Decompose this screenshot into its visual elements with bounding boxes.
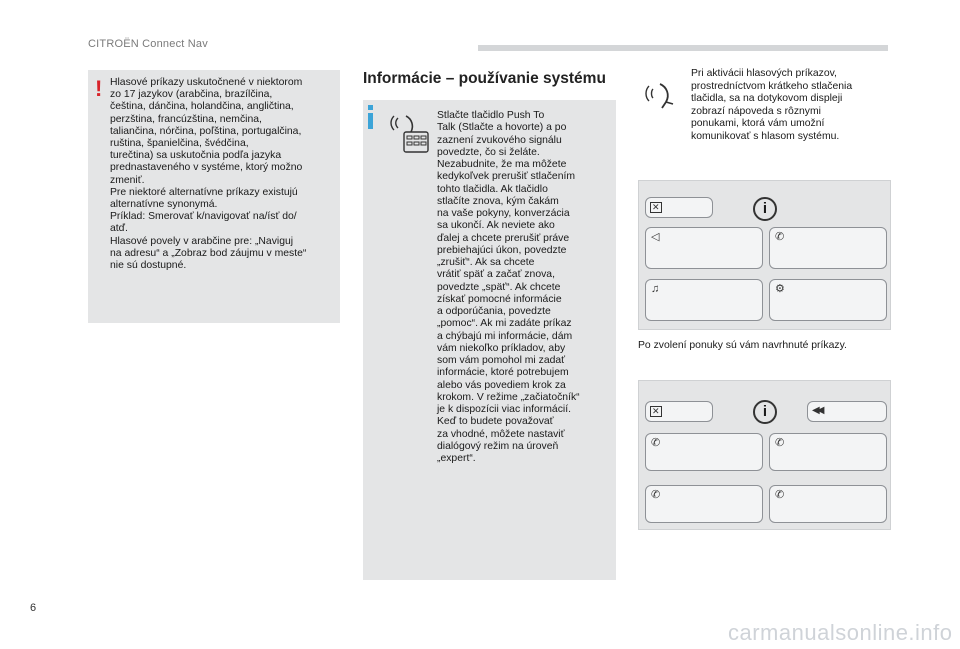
settings-icon: ⚙ [775, 283, 785, 295]
command-button[interactable] [645, 485, 763, 523]
info-text: Stlačte tlačidlo Push To Talk (Stlačte a hovorte) a po zaznení zvukového signálu povedzte, čo si želáte. Nezabudnite, že ma môžete kedykoľvek prerušiť stlačením tohto tlačidla. Ak tlačidlo stlačíte znova, kým čakám na vaše pokyny, konverzácia sa ukončí. Ak neviete ako ďalej a chcete prerušiť práve prebiehajúci úkon, povedzte „zrušiť“. Ak sa chcete vrátiť späť a začať znova, povedzte „späť“. Ak chcete získať pomocné informácie a odporúčania, povedzte „pomoc“. Ak mi zadáte príkaz a chýbajú mi informácie, dám vám niekoľko príkladov, aby som vám pomohol mi zadať informácie, ktoré potrebujem alebo vás povediem krok za krokom. V režime „začiatočník“ je k dispozícii viac informácií. Keď to budete považovať za vhodné, môžete nastaviť dialógový režim na úroveň „expert“. [437, 110, 580, 464]
phone-icon: ✆ [651, 489, 661, 501]
phone-icon: ✆ [775, 231, 785, 243]
voice-commands-screen [638, 380, 891, 530]
intro-text: Pri aktivácii hlasových príkazov, prostredníctvom krátkeho stlačenia tlačidla, sa na dotykovom displeji zobrazí nápoveda s rôznymi ponukami, ktorá vám umožní komunikovať s hlasom systému. [691, 68, 853, 142]
navigation-menu-button[interactable] [645, 227, 763, 269]
info-circle-icon[interactable]: i [753, 400, 777, 424]
phone-icon: ✆ [775, 437, 785, 449]
page-number: 6 [30, 602, 37, 614]
section-title: Informácie – používanie systému [363, 70, 606, 87]
voice-menu-screen [638, 180, 891, 330]
warning-icon: ! [95, 76, 103, 101]
music-icon: ♫ [651, 283, 660, 295]
close-button[interactable] [645, 197, 713, 218]
command-button[interactable] [645, 433, 763, 471]
back-button[interactable] [807, 401, 887, 422]
phone-menu-button[interactable] [769, 227, 887, 269]
warning-text: Hlasové príkazy uskutočnené v niektorom zo 17 jazykov (arabčina, brazílčina, čeština, dánčina, holandčina, angličtina, perzština, francúzština, nemčina, taliančina, nórčina, poľština, portugalčina, ruština, španielčina, švédčina, turečtina) sa uskutočnia podľa jazyka prednastaveného v systéme, ktorý možno zmeniť. Pre niektoré alternatívne príkazy existujú alternatívne synonymá. Príklad: Smerovať k/navigovať na/ísť do/ atď. Hlasové povely v arabčine pre: „Naviguj na adresu“ a „Zobraz bod záujmu v meste“ nie sú dostupné. [110, 77, 307, 272]
close-icon: ✕ [652, 202, 660, 212]
info-icon [368, 113, 373, 129]
music-menu-button[interactable] [645, 279, 763, 321]
push-to-talk-icon [384, 110, 430, 156]
watermark: carmanualsonline.info [728, 620, 953, 645]
header-title: CITROËN Connect Nav [88, 38, 208, 50]
command-button[interactable] [769, 433, 887, 471]
navigation-icon: ◁ [651, 231, 660, 243]
settings-menu-button[interactable] [769, 279, 887, 321]
header-divider [478, 45, 888, 51]
voice-command-icon [643, 80, 677, 110]
phone-icon: ✆ [775, 489, 785, 501]
close-icon: ✕ [652, 406, 660, 416]
close-button[interactable] [645, 401, 713, 422]
back-icon: ◀◀ [812, 405, 822, 416]
phone-icon: ✆ [651, 437, 661, 449]
info-circle-icon[interactable]: i [753, 197, 777, 221]
command-button[interactable] [769, 485, 887, 523]
caption-text: Po zvolení ponuky sú vám navrhnuté príkazy. [638, 340, 847, 351]
